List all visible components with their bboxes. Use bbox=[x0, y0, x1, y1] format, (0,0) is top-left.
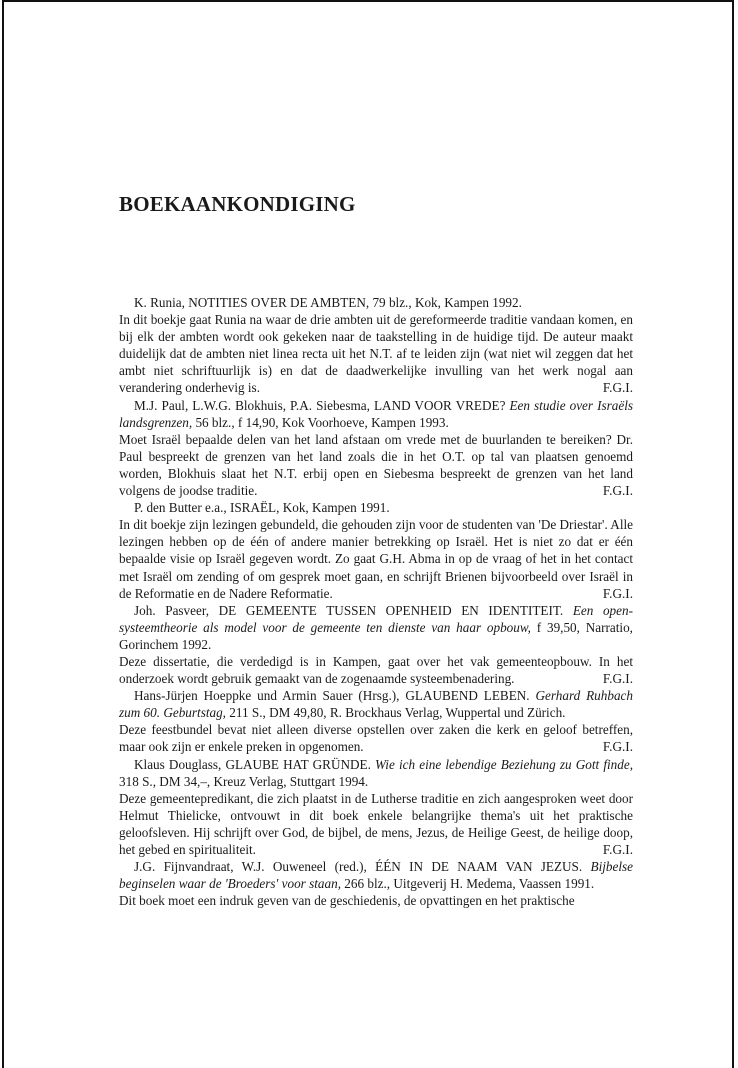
citation-subtitle: Een studie over Israëls landsgrenzen, bbox=[119, 397, 633, 430]
book-entry bbox=[119, 756, 633, 859]
citation-text: K. Runia, NOTITIES OVER DE AMBTEN, 79 blz., Kok, Kampen 1992. bbox=[134, 295, 522, 310]
citation-subtitle: Bijbelse beginselen waar de 'Broeders' voor staan, bbox=[119, 859, 633, 892]
citation-text: Hans-Jürjen Hoeppke und Armin Sauer (Hrsg.), GLAUBEND LEBEN. bbox=[134, 688, 536, 704]
book-description bbox=[119, 790, 633, 858]
book-description bbox=[119, 653, 633, 687]
citation-text: J.G. Fijnvandraat, W.J. Ouweneel (red.), ÉÉN IN DE NAAM VAN JEZUS. bbox=[134, 859, 591, 875]
citation-text: M.J. Paul, L.W.G. Blokhuis, P.A. Siebesma, LAND VOOR VREDE? bbox=[134, 397, 510, 413]
reviewer-initials: F.G.I. bbox=[602, 380, 633, 396]
book-entry bbox=[119, 499, 633, 602]
description-text: In dit boekje zijn lezingen gebundeld, die gehouden zijn voor de studenten van 'De Driestar'. Alle lezingen hebben op de één of andere manier betrekking op Israël. Het is niet zo dat er één bepaalde visie op Israël gegeven wordt. Zo gaat G.H. Abma in op de vraag of het in het contact met Israël om zending of om gesprek moet gaan, en schrijft Brienen bijvoorbeeld over Israël in de Reformatie en de Nadere Reformatie. bbox=[119, 517, 633, 601]
page-title: BOEKAANKONDIGING bbox=[119, 192, 356, 216]
book-citation bbox=[119, 294, 633, 311]
book-entry bbox=[119, 858, 633, 909]
book-description bbox=[119, 892, 633, 909]
description-text: In dit boekje gaat Runia na waar de drie ambten uit de gereformeerde traditie vandaan komen, en bij elk der ambten wordt ook gekeken naar de taakstelling in de huidige tijd. De auteur maakt duidelijk dat de ambten niet linea recta uit het N.T. af te leiden zijn (wat niet wil zeggen dat het ambt niet schriftuurlijk is) en dat de daadwerkelijke invulling van het werk nogal aan verandering onderhevig is. bbox=[119, 312, 633, 396]
reviewer-initials: F.G.I. bbox=[602, 671, 633, 687]
reviewer-initials: F.G.I. bbox=[602, 739, 633, 755]
reviewer-initials: F.G.I. bbox=[602, 585, 633, 601]
book-entry bbox=[119, 602, 633, 687]
citation-details: 318 S., DM 34,–, Kreuz Verlag, Stuttgart 1994. bbox=[119, 773, 369, 789]
citation-details: f 39,50, Narratio, Gorinchem 1992. bbox=[119, 619, 633, 652]
citation-subtitle: Wie ich eine lebendige Beziehung zu Gott finde, bbox=[375, 756, 633, 772]
description-text: Dit boek moet een indruk geven van de geschiedenis, de opvattingen en het praktische bbox=[119, 893, 575, 909]
book-citation bbox=[119, 602, 633, 653]
book-entry bbox=[119, 397, 633, 500]
citation-details: 266 blz., Uitgeverij H. Medema, Vaassen 1991. bbox=[341, 876, 595, 892]
book-description bbox=[119, 721, 633, 755]
book-citation bbox=[119, 756, 633, 790]
description-text: Deze feestbundel bevat niet alleen diverse opstellen over zaken die kerk en geloof betreffen, maar ook zijn er enkele preken in opgenomen. bbox=[119, 722, 633, 755]
book-description bbox=[119, 516, 633, 601]
book-description bbox=[119, 431, 633, 499]
book-citation bbox=[119, 397, 633, 431]
citation-text: P. den Butter e.a., ISRAËL, Kok, Kampen 1991. bbox=[134, 500, 390, 516]
reviewer-initials: F.G.I. bbox=[602, 842, 633, 857]
citation-subtitle: Gerhard Ruhbach zum 60. Geburtstag, bbox=[119, 688, 633, 721]
page bbox=[2, 0, 734, 1068]
description-text: Deze gemeentepredikant, die zich plaatst in de Lutherse traditie en zich aangesproken weet door Helmut Thielicke, ontvouwt in dit boek enkele belangrijke thema's uit het praktische geloofsleven. Hij schrijft over God, de bijbel, de mens, Jezus, de Heilige Geest, de heilige doop, het gebed en spiritualiteit. bbox=[119, 790, 633, 857]
citation-text: Joh. Pasveer, DE GEMEENTE TUSSEN OPENHEID EN IDENTITEIT. bbox=[134, 602, 573, 618]
citation-details: 56 blz., f 14,90, Kok Voorhoeve, Kampen 1993. bbox=[192, 414, 449, 430]
citation-subtitle: Een open-systeemtheorie als model voor de gemeente ten dienste van haar opbouw, bbox=[119, 602, 633, 635]
book-entry bbox=[119, 687, 633, 755]
citation-details: 211 S., DM 49,80, R. Brockhaus Verlag, Wuppertal und Zürich. bbox=[225, 705, 566, 721]
description-text: Moet Israël bepaalde delen van het land afstaan om vrede met de buurlanden te bereiken? Dr. Paul bespreekt de grenzen van het land zoals die in het O.T. op tal van plaatsen genoemd worden, Blokhuis slaat het N.T. erbij open en Siebesma bespreekt de grenzen van het land volgens de joodse traditie. bbox=[119, 431, 633, 499]
book-citation bbox=[119, 687, 633, 721]
description-text: Deze dissertatie, die verdedigd is in Kampen, gaat over het vak gemeenteopbouw. In het onderzoek wordt gebruik gemaakt van de zogenaamde systeembenadering. bbox=[119, 653, 633, 687]
book-entry bbox=[119, 294, 633, 397]
book-description bbox=[119, 311, 633, 396]
citation-text: Klaus Douglass, GLAUBE HAT GRÜNDE. bbox=[134, 756, 376, 772]
book-citation bbox=[119, 858, 633, 892]
announcement-body bbox=[119, 294, 633, 909]
book-citation bbox=[119, 499, 633, 516]
reviewer-initials: F.G.I. bbox=[602, 483, 633, 499]
